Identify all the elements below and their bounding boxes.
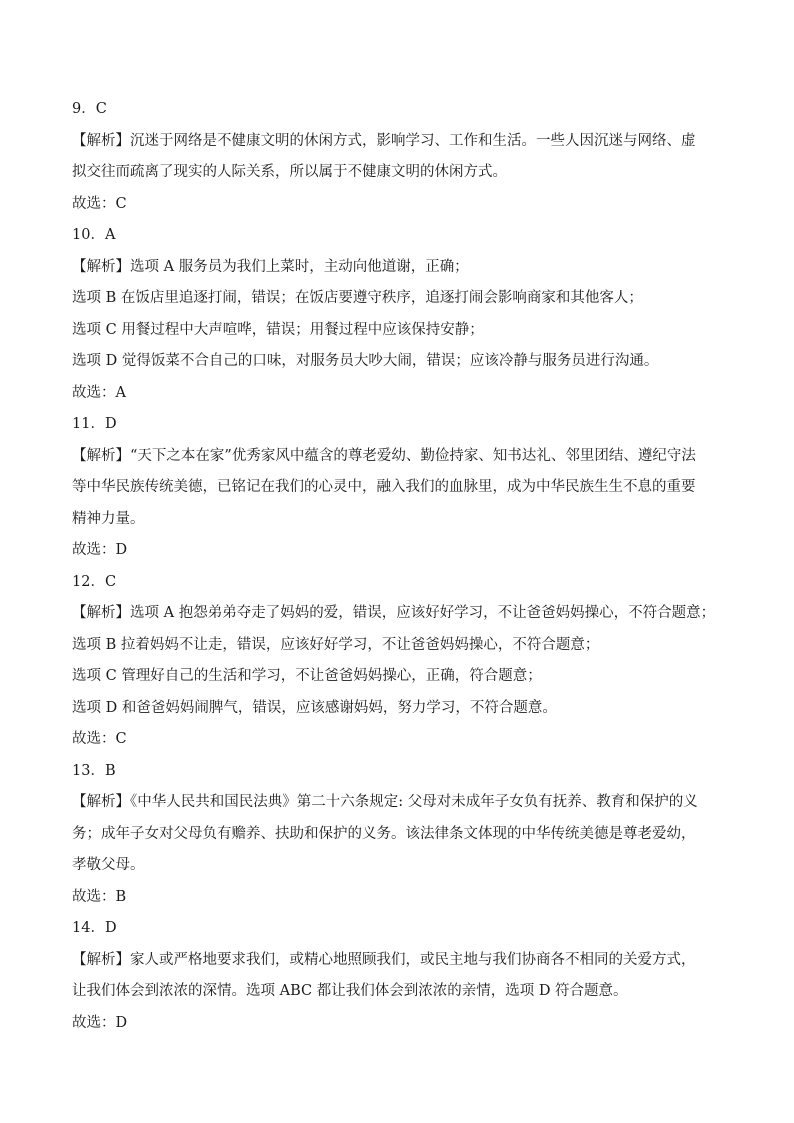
answer-14-choice: 故选：D bbox=[72, 1014, 128, 1031]
answer-13-choice: 故选：B bbox=[72, 888, 127, 905]
answer-13-analysis-line-3: 孝敬父母。 bbox=[72, 857, 145, 873]
answer-11-heading: 11．D bbox=[72, 416, 117, 432]
answer-13-analysis-line-1: 【解析】《中华人民共和国民法典》第二十六条规定: 父母对未成年子女负有抚养、教育和保护的义 bbox=[72, 794, 698, 810]
answer-11-analysis-line-1: 【解析】“天下之本在家”优秀家风中蕴含的尊老爱幼、勤俭持家、知书达礼、邻里团结、遵纪守法 bbox=[72, 447, 696, 464]
answer-10-analysis-line-2: 选项 B 在饭店里追逐打闹，错误；在饭店要遵守秩序，追逐打闹会影响商家和其他客人； bbox=[72, 290, 643, 306]
answer-9-analysis-line-1: 【解析】沉迷于网络是不健康文明的休闲方式，影响学习、工作和生活。一些人因沉迷与网络、虚 bbox=[72, 132, 696, 149]
answer-12-analysis-line-2: 选项 B 拉着妈妈不让走，错误，应该好好学习，不让爸爸妈妈操心，不符合题意； bbox=[72, 636, 600, 653]
answer-14-analysis-line-2: 让我们体会到浓浓的深情。选项 ABC 都让我们体会到浓浓的亲情，选项 D 符合题意。 bbox=[72, 983, 628, 999]
answer-12-heading: 12．C bbox=[72, 573, 117, 590]
answer-14-heading: 14．D bbox=[72, 920, 117, 936]
answer-10-analysis-line-3: 选项 C 用餐过程中大声喧哗，错误；用餐过程中应该保持安静； bbox=[72, 321, 484, 338]
answer-12-analysis-line-4: 选项 D 和爸爸妈妈闹脾气，错误，应该感谢妈妈，努力学习，不符合题意。 bbox=[72, 699, 557, 716]
answer-12-analysis-line-1: 【解析】选项 A 抱怨弟弟夺走了妈妈的爱，错误，应该好好学习，不让爸爸妈妈操心，不符合题意； bbox=[72, 605, 716, 621]
answer-10-analysis-line-1: 【解析】选项 A 服务员为我们上菜时，主动向他道谢，正确； bbox=[72, 258, 469, 275]
answer-9-analysis-line-2: 拟交往而疏离了现实的人际关系，所以属于不健康文明的休闲方式。 bbox=[72, 164, 507, 180]
answer-10-heading: 10．A bbox=[72, 227, 116, 243]
answer-11-choice: 故选：D bbox=[72, 542, 128, 558]
answer-12-analysis-line-3: 选项 C 管理好自己的生活和学习，不让爸爸妈妈操心，正确，符合题意； bbox=[72, 668, 542, 684]
answer-11-analysis-line-3: 精神力量。 bbox=[72, 510, 145, 527]
answer-9-choice: 故选：C bbox=[72, 195, 127, 212]
answer-12-choice: 故选：C bbox=[72, 731, 127, 747]
answer-10-analysis-line-4: 选项 D 觉得饭菜不合自己的口味，对服务员大吵大闹，错误；应该冷静与服务员进行沟通。 bbox=[72, 353, 659, 369]
answer-11-analysis-line-2: 等中华民族传统美德，已铭记在我们的心灵中，融入我们的血脉里，成为中华民族生生不息的重要 bbox=[72, 479, 696, 495]
answer-13-heading: 13．B bbox=[72, 762, 116, 779]
answer-14-analysis-line-1: 【解析】家人或严格地要求我们，或精心地照顾我们，或民主地与我们协商各不相同的关爱方式， bbox=[72, 951, 696, 968]
answer-explanations bbox=[72, 98, 732, 1043]
answer-13-analysis-line-2: 务；成年子女对父母负有赡养、扶助和保护的义务。该法律条文体现的中华传统美德是尊老爱幼， bbox=[72, 825, 696, 842]
answer-9-heading: 9．C bbox=[72, 101, 107, 117]
answer-10-choice: 故选：A bbox=[72, 384, 126, 401]
